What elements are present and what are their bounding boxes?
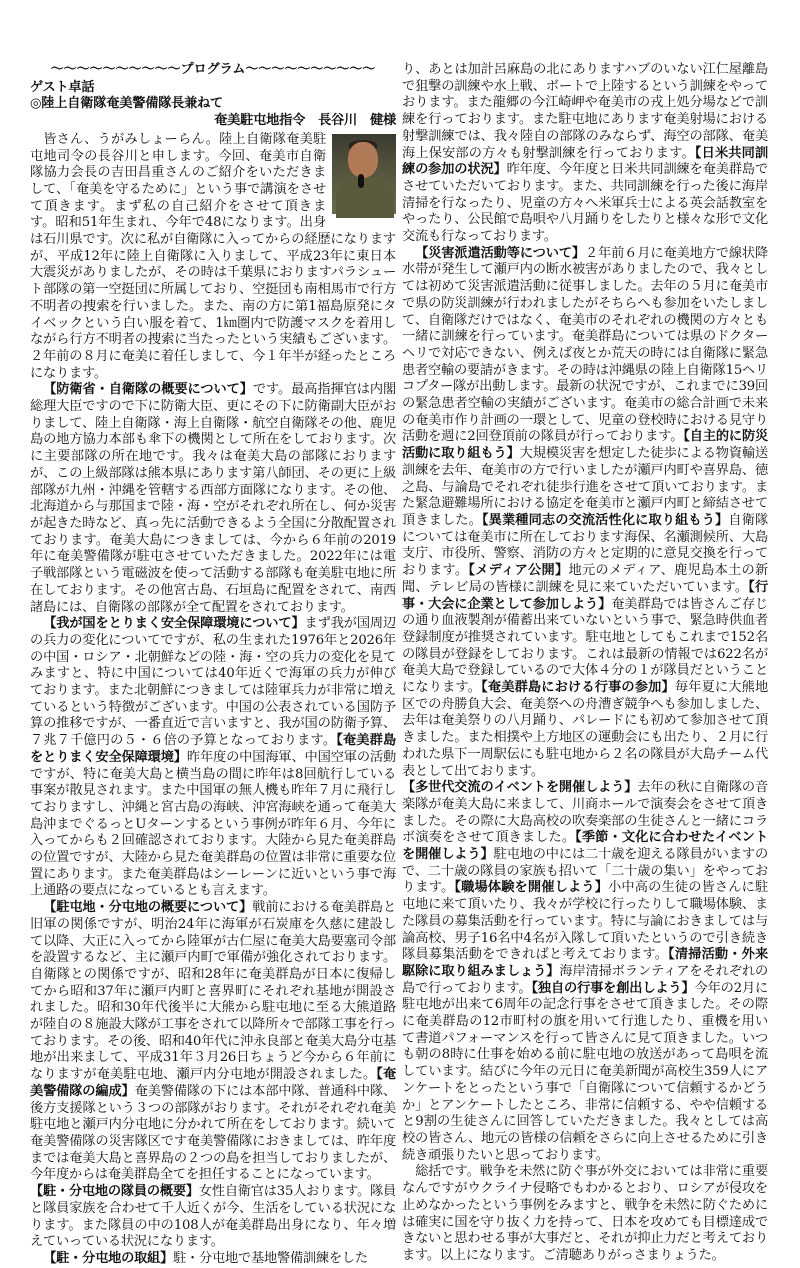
speaker-photo bbox=[332, 134, 396, 214]
heading-unit-organization: 【奄美警備隊の編成】 bbox=[30, 1067, 396, 1099]
paragraph-amami-events: 毎年夏に大熊地区での舟勝負大会、奄美祭への舟漕ぎ競争へも参加しました、去年は奄美祭りの八月踊り、パレードにも初めて参加させて頂きました。また相撲や上方地区の運動会にも出たり、２月に行われた県下一周駅伝にも駐屯地から２名の隊員が大島チーム代表として出ております。 bbox=[402, 680, 768, 779]
paragraph-initiatives: 駐・分屯地で基地警備訓練をした bbox=[173, 1250, 368, 1266]
heading-joint-training: 【日米共同訓練の参加の状況】 bbox=[402, 145, 769, 178]
paragraph-multigenerational: 去年の秋に自衛隊の音楽隊が奄美大島に来まして、川商ホールで演奏会をさせて頂きました。その際に大島高校の吹奏楽部の生徒さんと一緒にコラボ演奏をさせて頂きました。 bbox=[402, 780, 768, 846]
paragraph-security-environment: まず我が国周辺の兵力の変化についてですが、私の生まれた1976年と2026年の中国・ロシア・北朝鮮などの陸・海・空の兵力の変化を見てみますと、特に中国については40年近くで海軍の兵力が伸びております。また北朝鮮につきましては陸軍兵力が非常に増えているという特徴がございます。中国の公表されている国防予算の推移ですが、一番直近で言いますと、我が国の防衛予算、７兆７千億円の５・６倍の予算となっております。 bbox=[30, 616, 396, 749]
paragraph-training-cont: り、あとは加計呂麻島の北にありますハブのいない江仁屋離島で狙撃の訓練や水上戦、ボートで上陸するという訓練をやっております。また龍郷の今江崎岬や奄美市の戎上処分場などで訓練を行っております。また駐屯地にあります奄美射場における射撃訓練では、我々陸自の部隊のみならず、海空の部隊、奄美海上保安部の方々も射撃訓練を行っております。 bbox=[402, 62, 768, 161]
microphone-icon bbox=[358, 174, 364, 188]
speaker-name: 奄美駐屯地指令 長谷川 健様 bbox=[214, 113, 396, 129]
paragraph-disaster-prevention: 大規模災害を想定した徒歩による物資輸送訓練を去年、奄美市の方で行いましたが瀬戸内町や喜界島、徳之島、与論島でそれぞれ徒歩行進をさせて頂いております。また緊急避難場所における協定を奄美市と瀬戸内町と締結させて頂きました。 bbox=[402, 446, 768, 528]
paragraph-joint-training: 昨年度、今年度と日米共同訓練を奄美群島でさせていただいております。また、共同訓練を行った後に海岸清掃を行なったり、児童の方々へ米軍兵士による英会話教室をやったり、公民館で島唄や八月踊りをしたりと様々な形で文化交流も行なっております。 bbox=[402, 162, 768, 245]
heading-mod-overview: 【防衛省・自衛隊の概要について】 bbox=[43, 382, 253, 398]
heading-disaster-relief: 【災害派遣活動等について】 bbox=[415, 245, 585, 261]
heading-seasonal-events: 【季節・文化に合わせたイベントを開催しよう】 bbox=[402, 830, 768, 863]
paragraph-events-participation: 奄美群島では皆さんご存じの通り血液製剤が備蓄出来ていないという事で、緊急時供血者登録制度が推奨されています。駐屯地としてもこれまで152名の隊員が登録をしております。これは最新の情報では622名が奄美大島で登録しているので大体４分の１が隊員だということになります。 bbox=[402, 596, 768, 696]
heading-initiatives: 【駐・分屯地の取組】 bbox=[43, 1250, 174, 1266]
paragraph-garrison-overview: 戦前における奄美群島と旧軍の関係ですが、明治24年に海軍が石炭庫を久慈に建設して以降、大正に入ってから陸軍が古仁屋に奄美大島要塞司令部を設置するなど、主に瀬戸内町で軍備が強化されております。自衛隊との関係ですが、昭和28年に奄美群島が日本に復帰してから昭和37年に瀬戸内町と喜界町にそれぞれ基地が開設されました。昭和30年代後半に大熊から駐屯地に至る大熊道路が陸自の８施設大隊が工事をされて以降所々で部隊工事を行っております。その後、昭和40年代に沖永良部と奄美大島分屯基地が出来まして、平成31年３月26日ちょうど今から６年前になりますが奄美駐屯地、瀬戸内分屯地が開設されました。 bbox=[30, 900, 396, 1083]
heading-garrison-overview: 【駐屯地・分屯地の概要について】 bbox=[43, 900, 253, 916]
paragraph-summary: 総括です。戦争を未然に防ぐ事が外交においては非常に重要なんですがウクライナ侵略でもわかるとおり、ロシアが侵攻を止めなかったという事例をみますと、戦争を未然に防ぐためには確実に国を守り抜く力を持って、日本を攻めても目標達成できないと思わせる事が大事だと、それが抑止力だと考えております。以上になります。ご清聴ありがっさまりょうた。 bbox=[402, 1164, 768, 1263]
talk-title: ◎陸上自衛隊奄美警備隊長兼ねて bbox=[30, 96, 223, 112]
paragraph-job-experience: 小中高の生徒の皆さんに駐屯地に来て頂いたり、我々が学校に行ったりして職場体験、また隊員の募集活動を行っています。特に与論におきましては与論高校、男子16名中4名が入隊して頂いたというので引き続き隊員募集活動をできればと考えております。 bbox=[402, 880, 768, 963]
heading-own-events: 【独自の行事を創出しよう】 bbox=[531, 980, 695, 996]
paragraph-media: 地元のメディア、鹿児島本土の新聞、テレビ局の皆様に訓練を見に来ていただいています。 bbox=[402, 563, 769, 595]
paragraph-personnel: 女性自衛官は35人おります。隊員と隊員家族を合わせて千人近くが今、生活をしている状況になります。また隊員の中の108人が奄美群島出身になり、年々増えていっている状況になります。 bbox=[30, 1184, 396, 1250]
heading-media: 【メディア公開】 bbox=[468, 563, 569, 579]
paragraph-cleanup: 海岸清掃ボランティアをそれぞれの島で行っております。 bbox=[402, 963, 768, 996]
heading-multigenerational: 【多世代交流のイベントを開催しよう】 bbox=[402, 780, 638, 796]
paragraph-unit-organization: 奄美警備隊の下には本部中隊、普通科中隊、後方支援隊という３つの部隊がおります。それがそれぞれ奄美駐屯地と瀬戸内分屯地に分かれて所在をしております。続いて奄美警備隊の災害隊区です奄美警備隊におきましては、昨年度までは奄美大島と喜界島の２つの島を担当しておりましたが、今年度からは奄美群島全てを担任することになっています。 bbox=[30, 1083, 396, 1183]
left-column bbox=[30, 62, 397, 1266]
paragraph-own-events: 今年の2月に駐屯地が出来て6周年の記念行事をさせて頂きました。その際に奄美群島の12市町村の旗を用いて行進したり、重機を用いて書道パフォーマンスを行って皆さんに見て頂きました。いつも朝の8時に仕事を始める前に駐屯地の放送があって島唄を流しています。結びに今年の元日に奄美新聞が高校生359人にアンケートをとったという事で「自衛隊について信頼するかどうか」とアンケートしたところ、非常に信頼する、やや信頼すると9割の生徒さんに回答していただきました。我々としては高校の皆さん、地元の皆様の信頼をさらに向上させるために引き続き頑張りたいと思っております。 bbox=[402, 980, 768, 1163]
guest-talk-label: ゲスト卓話 bbox=[30, 79, 95, 95]
heading-exchange: 【異業種同志の交流活性化に取り組もう】 bbox=[481, 512, 729, 528]
heading-amami-events: 【奄美群島における行事の参加】 bbox=[481, 680, 675, 696]
heading-cleanup: 【清掃活動・外来駆除に取り組みましょう】 bbox=[402, 947, 768, 979]
paragraph-seasonal-events: 駐屯地の中には二十歳を迎える隊員がいますので、二十歳の隊員の家族も招いて「二十歳の集い」をやっております。 bbox=[402, 847, 768, 896]
paragraph-mod-overview: です。最高指揮官は内閣総理大臣ですので下に防衛大臣、更にその下に防衛副大臣がおりまして、陸上自衛隊・海上自衛隊・航空自衛隊その他、鹿児島の地方協力本部も傘下の機関として所在をしております。次に主要部隊の所在地です。我々は奄美大島の部隊におりますが、この上級部隊は熊本県にあります第八師団、その更に上級部隊が九州・沖縄を管轄する西部方面隊になります。その他、北海道から与那国まで陸・海・空がそれぞれ所在し、何か災害が起きた時など、真っ先に活動できるよう全国に分散配置されております。奄美大島につきましては、今から６年前の2019年に奄美警備隊が駐屯させていただきました。2022年には電子戦部隊という電磁波を使って活動する部隊も奄美駐屯地に所在しております。その他宮古島、石垣島に配置をされて、南西諸島には、自衛隊の部隊が全て配置をされております。 bbox=[30, 382, 396, 615]
heading-personnel: 【駐・分屯地の隊員の概要】 bbox=[30, 1184, 199, 1200]
program-heading: 〜〜〜〜〜〜〜〜〜〜プログラム〜〜〜〜〜〜〜〜〜〜 bbox=[50, 62, 376, 77]
heading-disaster-prevention: 【自主的に防災活動に取り組もう】 bbox=[402, 429, 768, 462]
heading-security-environment: 【我が国をとりまく安全保障環境について】 bbox=[43, 616, 305, 632]
photo-head bbox=[348, 142, 378, 178]
paragraph-disaster-relief: ２年前６月に奄美地方で線状降水帯が発生して瀬戸内の断水被害がありましたので、我々としては初めて災害派遣活動に従事しました。去年の５月に奄美市で県の防災訓練が行われましたがそちらへも参加をいたしまして、自衛隊だけではなく、奄美市のそれぞれの機関の方々とも一緒に訓練を行っています。奄美群島については県のドクターヘリで対応できない、例えば夜とか荒天の時には自衛隊に緊急患者空輸の要請がきます。その時は沖縄県の陸上自衛隊15ヘリコプター隊が出動します。最新の状況ですが、これまでに39回の緊急患者空輸の実績がございます。奄美市の総合計画で未来の奄美市作り計画の一環として、児童の登校時における見守り活動を週に2回登頂前の隊員が行っております。 bbox=[402, 245, 768, 445]
right-column bbox=[402, 62, 769, 1263]
photo-body bbox=[336, 178, 394, 218]
paragraph-exchange: 自衛隊については奄美市に所在しております海保、名瀬測候所、大島支庁、市役所、警察、消防の方々と定期的に意見交換を行っております。 bbox=[402, 512, 768, 579]
heading-job-experience: 【職場体験を開催しよう】 bbox=[454, 880, 609, 896]
paragraph-intro: 皆さん、うがみしょーらん。陸上自衛隊奄美駐屯地司令の長谷川と申します。今回、奄美市自衛隊協力会長の吉田昌重さんのご紹介をいただきまして、「奄美を守るために」という事で講演をさせて頂きます。まず私の自己紹介をさせて頂きます。昭和51年生まれ、今年で48になります。出身は石川県です。次に私が自衛隊に入ってからの経歴になりますが、平成12年に陸上自衛隊に入りまして、平成23年に東日本大震災がありましたが、その時は千葉県におりますパラシュート部隊の第一空挺団に所属しており、空挺団も南相馬市で行方不明者の捜索を行いました。また、南の方に第1福島原発にタイベックという白い服を着て、1㎞圏内で防護マスクを着用しながら行方不明者の捜索に当たったという実績もございます。２年前の８月に奄美に着任しまして、今１年半が経ったところになります。 bbox=[30, 131, 396, 381]
heading-amami-security: 【奄美群島をとりまく安全保障環境】 bbox=[30, 733, 397, 765]
paragraph-amami-security: 昨年度の中国海軍、中国空軍の活動ですが、特に奄美大島と横当島の間に昨年は8回航行している事案が散見されます。また中国軍の無人機も昨年７月に飛行しておりますし、沖縄と宮古島の海峡、沖宮海峡を通って奄美大島沖までぐるっとUターンするという事例が昨年６月、今年に入ってからも２回確認されております。大陸から見た奄美群島の位置ですが、大陸から見た奄美群島の位置は非常に重要な位置にあります。また奄美群島はシーレーンに近いという事で海上通路の要点になっているとも言えます。 bbox=[30, 749, 396, 899]
heading-events-participation: 【行事・大会に企業として参加しよう】 bbox=[402, 579, 769, 612]
